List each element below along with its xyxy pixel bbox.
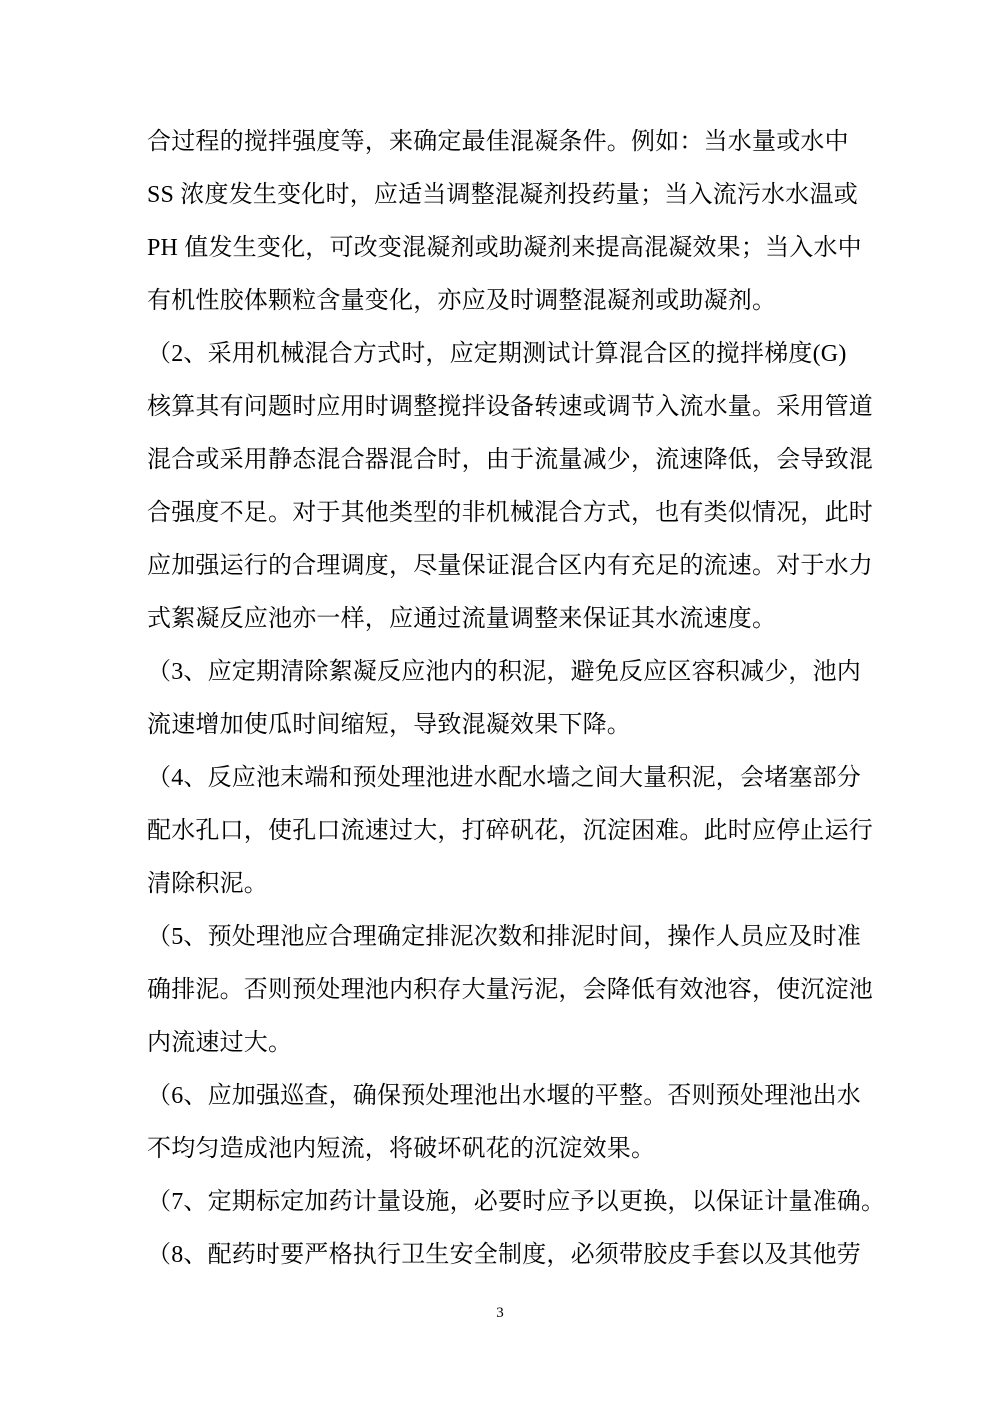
document-body-text [147,116,886,1282]
text-line: （2、采用机械混合方式时，应定期测试计算混合区的搅拌梯度(G) [147,341,847,367]
text-line: 清除积泥。 [147,871,268,897]
text-line: （6、应加强巡查，确保预处理池出水堰的平整。否则预处理池出水 [147,1083,861,1109]
paragraph [147,752,873,911]
page-number: 3 [496,1305,504,1321]
text-line: 配水孔口，使孔口流速过大，打碎矾花，沉淀困难。此时应停止运行 [147,818,873,844]
text-line: 合强度不足。对于其他类型的非机械混合方式，也有类似情况，此时 [147,500,873,526]
text-line: 确排泥。否则预处理池内积存大量污泥，会降低有效池容，使沉淀池 [147,977,873,1003]
text-line: 内流速过大。 [147,1030,293,1056]
text-line: PH 值发生变化，可改变混凝剂或助凝剂来提高混凝效果；当入水中 [147,235,862,261]
text-line: （5、预处理池应合理确定排泥次数和排泥时间，操作人员应及时准 [147,924,861,950]
text-line: 混合或采用静态混合器混合时，由于流量减少，流速降低，会导致混 [147,447,873,473]
paragraph [147,1229,863,1282]
paragraph [147,116,863,328]
text-line: 不均匀造成池内短流，将破坏矾花的沉淀效果。 [147,1136,656,1162]
text-line: 核算其有问题时应用时调整搅拌设备转速或调节入流水量。采用管道 [147,394,873,420]
text-line: 合过程的搅拌强度等，来确定最佳混凝条件。例如：当水量或水中 [147,129,849,155]
paragraph [147,1070,863,1176]
paragraph [147,646,863,752]
paragraph [147,328,873,646]
text-line: 式絮凝反应池亦一样，应通过流量调整来保证其水流速度。 [147,606,777,632]
paragraph [147,911,873,1070]
text-line: （8、配药时要严格执行卫生安全制度，必须带胶皮手套以及其他劳 [147,1242,861,1268]
text-line: 有机性胶体颗粒含量变化，亦应及时调整混凝剂或助凝剂。 [147,288,777,314]
text-line: （4、反应池末端和预处理池进水配水墙之间大量积泥，会堵塞部分 [147,765,861,791]
text-line: 应加强运行的合理调度，尽量保证混合区内有充足的流速。对于水力 [147,553,873,579]
paragraph [147,1176,886,1229]
text-line: （7、定期标定加药计量设施，必要时应予以更换，以保证计量准确。 [147,1189,886,1215]
text-line: （3、应定期清除絮凝反应池内的积泥，避免反应区容积减少，池内 [147,659,861,685]
text-line: SS 浓度发生变化时，应适当调整混凝剂投药量；当入流污水水温或 [147,182,858,208]
text-line: 流速增加使瓜时间缩短，导致混凝效果下降。 [147,712,631,738]
